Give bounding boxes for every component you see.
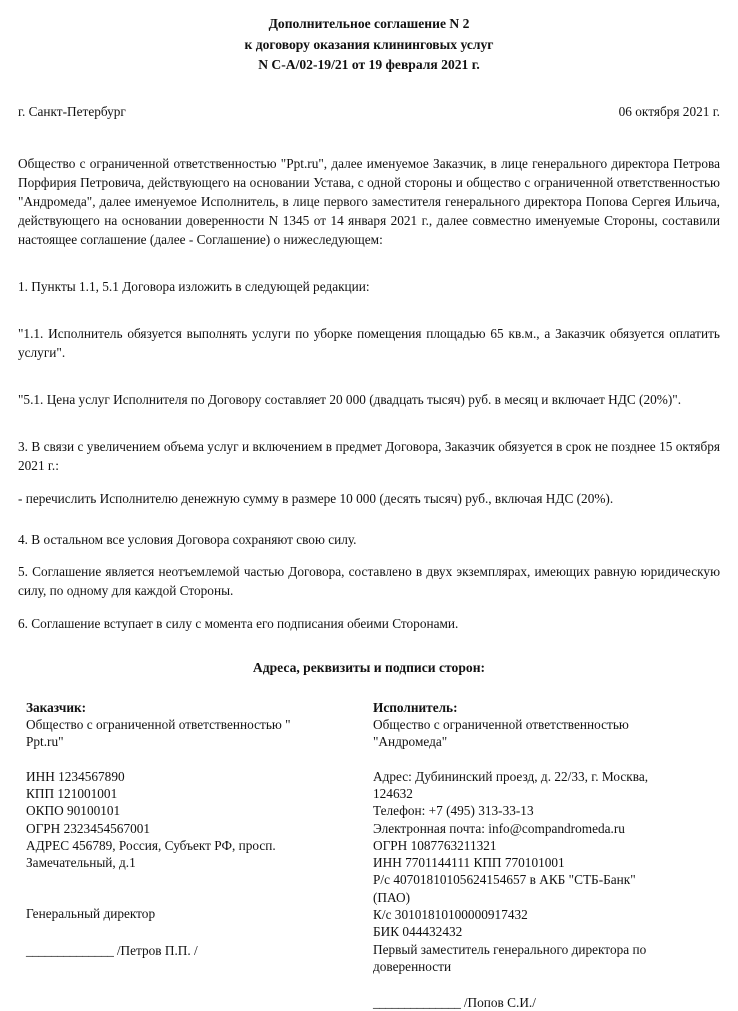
- title-line-2: к договору оказания клининговых услуг: [244, 36, 494, 52]
- clause-1: 1. Пункты 1.1, 5.1 Договора изложить в следующей редакции:: [18, 279, 370, 295]
- contractor-detail-phone: Телефон: +7 (495) 313-33-13: [373, 803, 534, 819]
- customer-signature-name: /Петров П.П. /: [116, 942, 198, 958]
- contractor-company-line-2: "Андромеда": [373, 734, 448, 750]
- title-line-3: N С-А/02-19/21 от 19 февраля 2021 г.: [258, 57, 480, 73]
- contractor-title: Исполнитель:: [373, 699, 458, 715]
- date-label: 06 октября 2021 г.: [618, 103, 720, 119]
- contractor-detail-email: Электронная почта: info@compandromeda.ru: [373, 820, 625, 836]
- customer-signature-row: [26, 942, 351, 959]
- customer-title: Заказчик:: [26, 699, 87, 715]
- contractor-detail-address-1: Адрес: Дубининский проезд, д. 22/33, г. Москва,: [373, 768, 649, 784]
- clause-5-1: "5.1. Цена услуг Исполнителя по Договору составляет 20 000 (двадцать тысяч) руб. в месяц и включает НДС (20%)".: [18, 392, 682, 408]
- customer-column: [18, 699, 369, 959]
- customer-detail-inn: ИНН 1234567890: [26, 768, 125, 784]
- customer-detail-address-2: Замечательный, д.1: [26, 855, 136, 871]
- customer-role: Генеральный директор: [26, 906, 156, 922]
- contractor-company-line-1: Общество с ограниченной ответственностью: [373, 717, 629, 733]
- contractor-detail-ogrn: ОГРН 1087763211321: [373, 837, 497, 853]
- contractor-signature-line: ______________: [373, 995, 461, 1011]
- contractor-detail-account-2: (ПАО): [373, 889, 411, 905]
- customer-company-line-2: Ppt.ru": [26, 734, 64, 750]
- requisites-heading: Адреса, реквизиты и подписи сторон:: [252, 659, 486, 675]
- contractor-column: [369, 699, 720, 1011]
- customer-detail-okpo: ОКПО 90100101: [26, 803, 121, 819]
- clause-4: 4. В остальном все условия Договора сохраняют свою силу.: [18, 531, 357, 547]
- clause-3-bullet: - перечислить Исполнителю денежную сумму в размере 10 000 (десять тысяч) руб., включая НДС (20%).: [18, 490, 614, 506]
- contractor-detail-inn-kpp: ИНН 7701144111 КПП 770101001: [373, 855, 565, 871]
- clause-6: 6. Соглашение вступает в силу с момента его подписания обеими Сторонами.: [18, 615, 459, 631]
- contractor-detail-corr-account: К/с 30101810100000917432: [373, 906, 528, 922]
- contractor-signature-name: /Попов С.И./: [463, 995, 536, 1011]
- clause-5: 5. Соглашение является неотъемлемой частью Договора, составлено в двух экземплярах, имеющих равную юридическую силу, по одному для каждой Стороны.: [18, 564, 720, 599]
- clause-3: 3. В связи с увеличением объема услуг и включением в предмет Договора, Заказчик обязуется в срок не позднее 15 октября 2021 г.:: [18, 439, 720, 474]
- contractor-role-line-1: Первый заместитель генерального директора по: [373, 941, 647, 957]
- contractor-signature-block: [373, 941, 720, 1011]
- document-title: [18, 0, 720, 76]
- contractor-detail-address-2: 124632: [373, 785, 413, 801]
- customer-detail-ogrn: ОГРН 2323454567001: [26, 820, 151, 836]
- intro-paragraph: Общество с ограниченной ответственностью "Ppt.ru", далее именуемое Заказчик, в лице генерального директора Петрова Порфирия Петровича, действующего на основании Устава, с одной стороны и общество с ограниченной ответственностью "Андромеда", далее именуемое Исполнитель, в лице первого заместителя генерального директора Попова Сергея Ильича, действующего на основании доверенности N 1345 от 14 января 2021 г., далее совместно именуемые Стороны, составили настоящее соглашение (далее - Соглашение) о нижеследующем:: [18, 155, 720, 247]
- contractor-signature-row: [373, 994, 720, 1011]
- customer-detail-address-1: АДРЕС 456789, Россия, Субъект РФ, просп.: [26, 837, 276, 853]
- city-label: г. Санкт-Петербург: [18, 103, 126, 119]
- customer-signature-line: ______________: [26, 942, 114, 958]
- customer-signature-block: [26, 905, 351, 959]
- contractor-detail-bik: БИК 044432432: [373, 924, 463, 940]
- customer-detail-kpp: КПП 121001001: [26, 785, 118, 801]
- customer-spacer: [26, 751, 351, 768]
- clause-1-1: "1.1. Исполнитель обязуется выполнять услуги по уборке помещения площадью 65 кв.м., а Заказчик обязуется оплатить услуги".: [18, 326, 720, 361]
- clauses-section: [18, 277, 720, 633]
- city-date-row: [18, 103, 720, 121]
- requisites-columns: [18, 699, 720, 1011]
- contractor-spacer: [373, 751, 720, 768]
- title-line-1: Дополнительное соглашение N 2: [268, 16, 470, 31]
- contractor-role-line-2: доверенности: [373, 958, 452, 974]
- contractor-detail-account-1: Р/с 40701810105624154657 в АКБ "СТБ-Банк": [373, 872, 636, 888]
- customer-company-line-1: Общество с ограниченной ответственностью ": [26, 717, 291, 733]
